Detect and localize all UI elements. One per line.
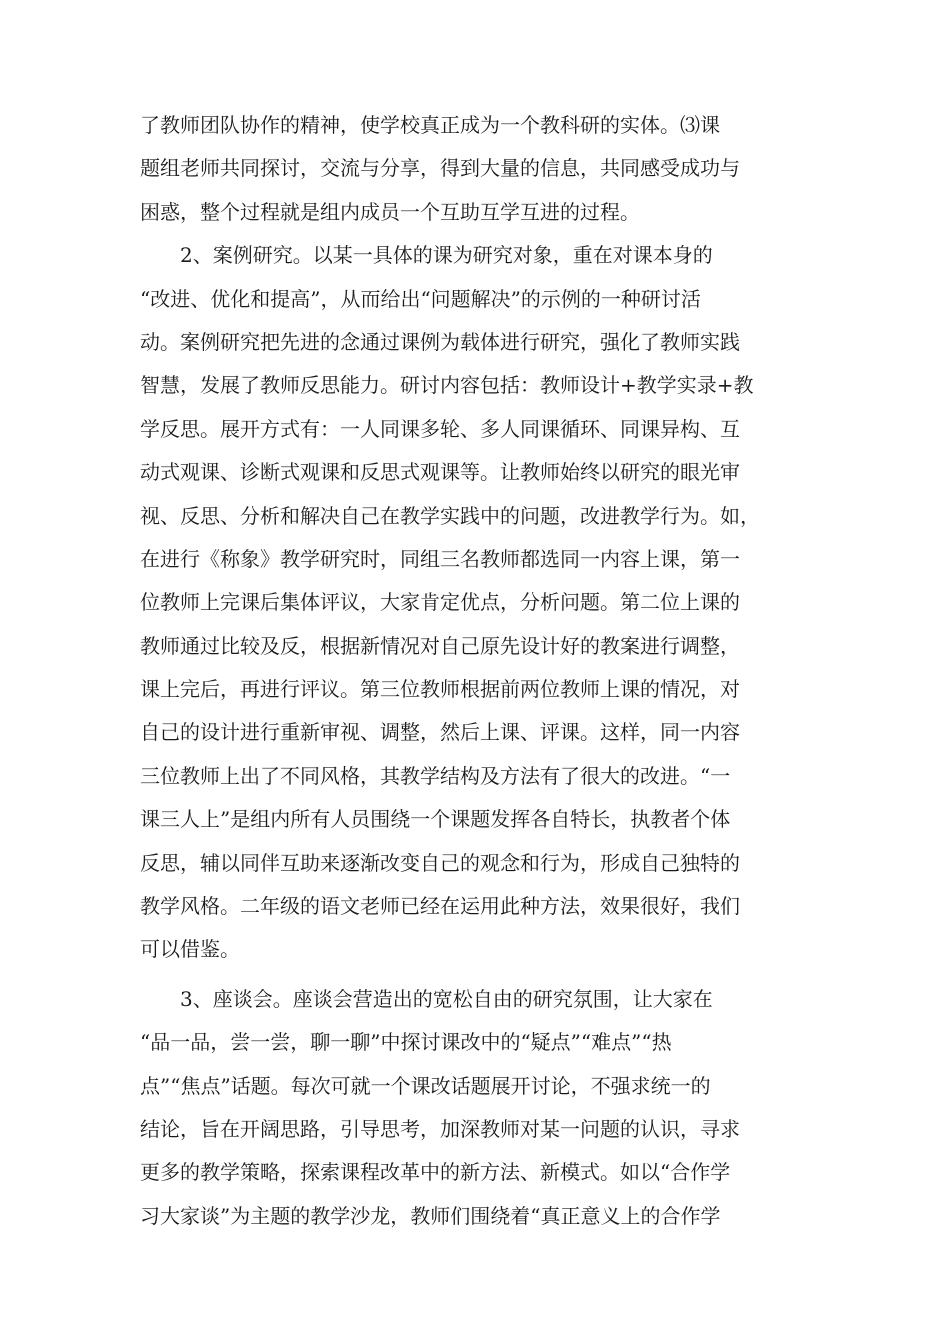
section-3-heading-line: 3、座谈会。座谈会营造出的宽松自由的研究氛围，让大家在 bbox=[180, 986, 713, 1011]
section-2-heading-line: 2、案例研究。以某一具体的课为研究对象，重在对课本身的 bbox=[180, 243, 713, 268]
text-line: 习大家谈”为主题的教学沙龙，教师们围绕着“真正意义上的合作学 bbox=[140, 1203, 721, 1228]
text-line: 困惑，整个过程就是组内成员一个互助互学互进的过程。 bbox=[140, 199, 640, 224]
text-line: 点”“焦点”话题。每次可就一个课改话题展开讨论，不强求统一的 bbox=[140, 1073, 711, 1098]
text-line: 动。案例研究把先进的念通过课例为载体进行研究，强化了教师实践 bbox=[140, 329, 740, 354]
text-line: 智慧，发展了教师反思能力。研讨内容包括：教师设计+教学实录+教 bbox=[140, 373, 754, 398]
text-line: 学反思。展开方式有：一人同课多轮、多人同课循环、同课异构、互 bbox=[140, 416, 740, 441]
text-line: 位教师上完课后集体评议，大家肯定优点，分析问题。第二位上课的 bbox=[140, 590, 740, 615]
text-line: 教学风格。二年级的语文老师已经在运用此种方法，效果很好，我们 bbox=[140, 894, 740, 919]
text-line: 结论，旨在开阔思路，引导思考，加深教师对某一问题的认识，寻求 bbox=[140, 1116, 740, 1141]
text-line: “改进、优化和提高”，从而给出“问题解决”的示例的一种研讨活 bbox=[140, 286, 701, 311]
text-line: 了教师团队协作的精神，使学校真正成为一个教科研的实体。⑶课 bbox=[140, 113, 720, 137]
text-line: 更多的教学策略，探索课程改革中的新方法、新模式。如以“合作学 bbox=[140, 1160, 731, 1185]
text-line: 反思，辅以同伴互助来逐渐改变自己的观念和行为，形成自己独特的 bbox=[140, 850, 740, 875]
text-line: 三位教师上出了不同风格，其教学结构及方法有了很大的改进。“一 bbox=[140, 763, 731, 788]
text-line: 课三人上”是组内所有人员围绕一个课题发挥各自特长，执教者个体 bbox=[140, 807, 731, 832]
text-line: 可以借鉴。 bbox=[140, 937, 240, 962]
text-line: 视、反思、分析和解决自己在教学实践中的问题，改进教学行为。如， bbox=[140, 503, 760, 528]
text-line: 课上完后，再进行评议。第三位教师根据前两位教师上课的情况，对 bbox=[140, 677, 740, 702]
text-line: 在进行《称象》教学研究时，同组三名教师都选同一内容上课，第一 bbox=[140, 546, 740, 571]
text-line: 教师通过比较及反，根据新情况对自己原先设计好的教案进行调整， bbox=[140, 633, 740, 658]
text-line: 动式观课、诊断式观课和反思式观课等。让教师始终以研究的眼光审 bbox=[140, 460, 740, 485]
body-text bbox=[140, 104, 826, 1238]
text-line: “品一品，尝一尝，聊一聊”中探讨课改中的“疑点”“难点”“热 bbox=[140, 1030, 672, 1055]
text-line: 自己的设计进行重新审视、调整，然后上课、评课。这样，同一内容 bbox=[140, 720, 740, 745]
text-line: 题组老师共同探讨，交流与分享，得到大量的信息，共同感受成功与 bbox=[140, 156, 740, 181]
